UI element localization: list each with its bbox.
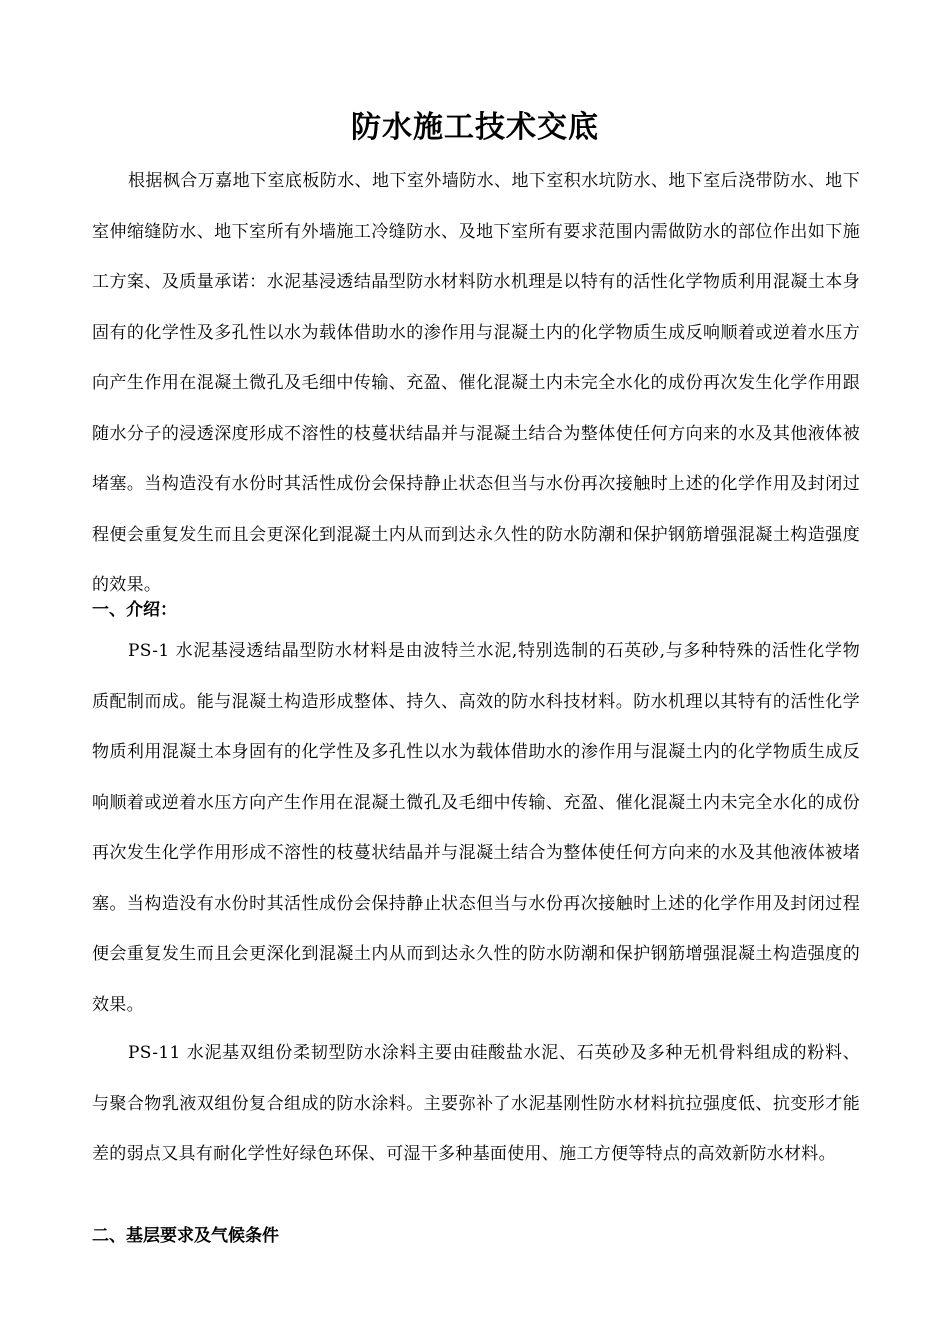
ps11-description-paragraph: PS-11 水泥基双组份柔韧型防水涂料主要由硅酸盐水泥、石英砂及多种无机骨料组成的粉料、与聚合物乳液双组份复合组成的防水涂料。主要弥补了水泥基刚性防水材料抗拉强度低、抗变形才能差的弱点又具有耐化学性好绿色环保、可湿干多种基面使用、施工方便等特点的高效新防水材料。 (92, 1043, 860, 1164)
section-heading-introduction: 一、介绍： (92, 600, 177, 620)
ps1-description-paragraph: PS-1 水泥基浸透结晶型防水材料是由波特兰水泥,特别选制的石英砂,与多种特殊的活性化学物质配制而成。能与混凝土构造形成整体、持久、高效的防水科技材料。防水机理以其特有的活性化学物质利用混凝土本身固有的化学性及多孔性以水为载体借助水的渗作用与混凝土内的化学物质生成反响顺着或逆着水压方向产生作用在混凝土微孔及毛细中传输、充盈、催化混凝土内未完全水化的成份再次发生化学作用形成不溶性的枝蔓状结晶并与混凝土结合为整体使任何方向来的水及其他液体被堵塞。当构造没有水份时其活性成份会保持静止状态但当与水份再次接触时上述的化学作用及封闭过程便会重复发生而且会更深化到混凝土内从而到达永久性的防水防潮和保护钢筋增强混凝土构造强度的效果。 (92, 641, 860, 1015)
document-title: 防水施工技术交底 (351, 110, 599, 145)
intro-paragraph: 根据枫合万嘉地下室底板防水、地下室外墙防水、地下室积水坑防水、地下室后浇带防水、地下室伸缩缝防水、地下室所有外墙施工冷缝防水、及地下室所有要求范围内需做防水的部位作出如下施工方案、及质量承诺：水泥基浸透结晶型防水材料防水机理是以特有的活性化学物质利用混凝土本身固有的化学性及多孔性以水为载体借助水的渗作用与混凝土内的化学物质生成反响顺着或逆着水压方向产生作用在混凝土微孔及毛细中传输、充盈、催化混凝土内未完全水化的成份再次发生化学作用跟随水分子的浸透深度形成不溶性的枝蔓状结晶并与混凝土结合为整体使任何方向来的水及其他液体被堵塞。当构造没有水份时其活性成份会保持静止状态但当与水份再次接触时上述的化学作用及封闭过程便会重复发生而且会更深化到混凝土内从而到达永久性的防水防潮和保护钢筋增强混凝土构造强度的效果。 (92, 171, 860, 595)
section-heading-base-requirements: 二、基层要求及气候条件 (92, 1226, 279, 1246)
